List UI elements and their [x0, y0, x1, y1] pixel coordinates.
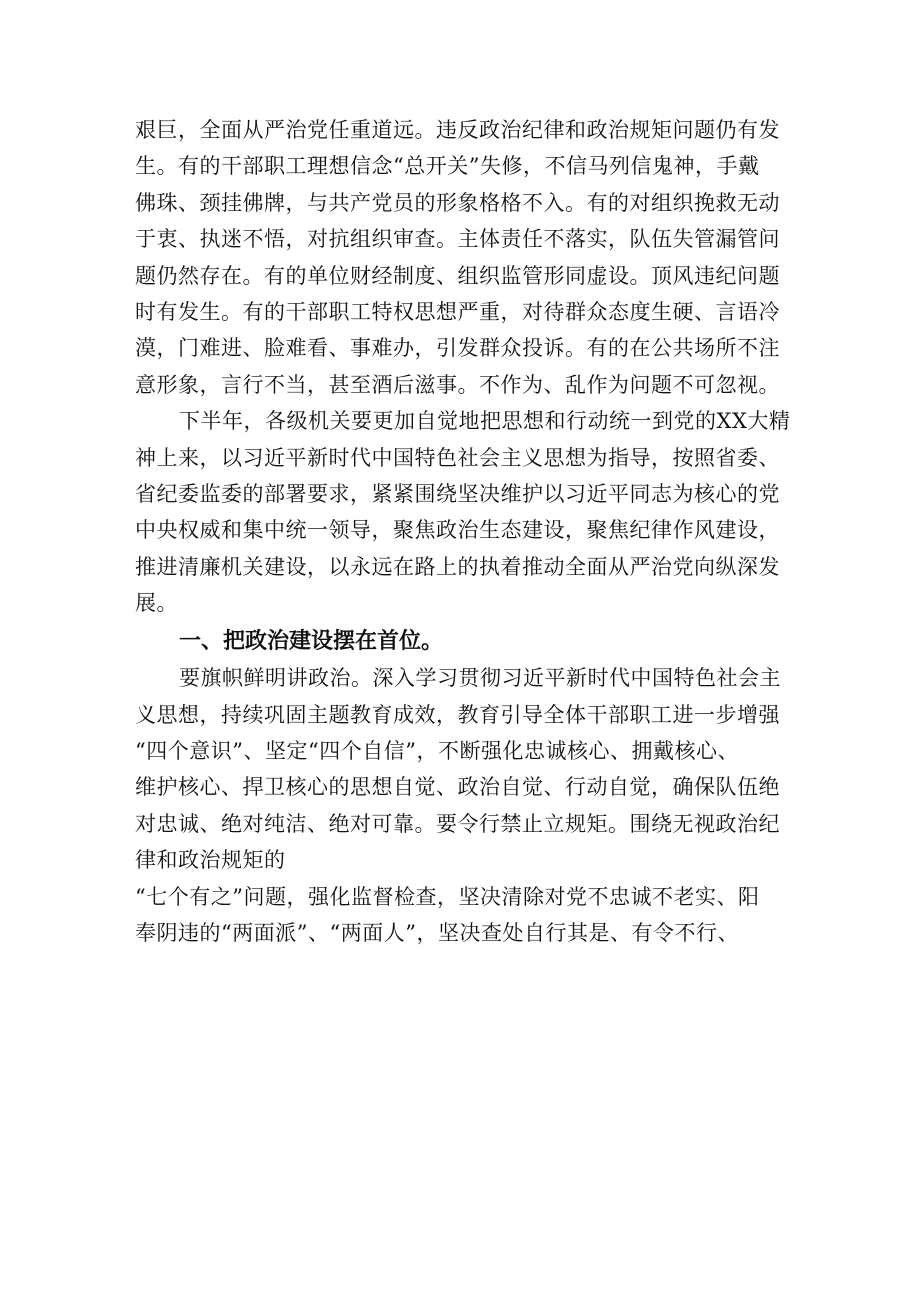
text-line: 下半年，各级机关要更加自觉地把思想和行动统一到党的XX大精 — [179, 409, 791, 434]
text-line: 要旗帜鲜明讲政治。深入学习贯彻习近平新时代中国特色社会主 — [179, 666, 781, 691]
text-line: 神上来，以习近平新时代中国特色社会主义思想为指导，按照省委、 — [135, 445, 780, 470]
text-line: 推进清廉机关建设，以永远在路上的执着推动全面从严治党向纵深发 — [135, 554, 780, 579]
text-line: “四个意识”、坚定“四个自信”，不断强化忠诚核心、拥戴核心、 — [135, 738, 739, 763]
text-line: 艰巨，全面从严治党任重道远。违反政治纪律和政治规矩问题仍有发 — [135, 118, 780, 142]
section-heading: 一、把政治建设摆在首位。 — [179, 628, 444, 654]
text-line: 律和政治规矩的 — [135, 848, 286, 873]
text-line: 省纪委监委的部署要求，紧紧围绕坚决维护以习近平同志为核心的党 — [135, 482, 780, 507]
paragraph-1 — [135, 112, 790, 403]
text-line: 漠，门难进、脸难看、事难办，引发群众投诉。有的在公共场所不注 — [135, 336, 780, 361]
text-line: 中央权威和集中统一领导，聚焦政治生态建设，聚焦纪律作风建设， — [135, 518, 780, 543]
text-line: 展。 — [135, 591, 178, 616]
text-line: 题仍然存在。有的单位财经制度、组织监管形同虚设。顶风违纪问题 — [135, 263, 780, 288]
text-line: 生。有的干部职工理想信念“总开关”失修，不信马列信鬼神，手戴 — [135, 154, 760, 179]
document-body — [135, 112, 790, 951]
text-line: 于衷、执迷不悟，对抗组织审查。主体责任不落实，队伍失管漏管问 — [135, 227, 780, 252]
paragraph-4 — [135, 879, 790, 952]
text-line: 对忠诚、绝对纯洁、绝对可靠。要令行禁止立规矩。围绕无视政治纪 — [135, 811, 780, 836]
text-line: “七个有之”问题，强化监督检查，坚决清除对党不忠诚不老实、阳 — [135, 884, 760, 909]
text-line: 佛珠、颈挂佛牌，与共产党员的形象格格不入。有的对组织挽救无动 — [135, 190, 780, 215]
text-line: 义思想，持续巩固主题教育成效，教育引导全体干部职工进一步增强 — [135, 702, 780, 727]
text-line: 维护核心、捍卫核心的思想自觉、政治自觉、行动自觉，确保队伍绝 — [135, 775, 780, 800]
text-line: 意形象，言行不当，甚至酒后滋事。不作为、乱作为问题不可忽视。 — [135, 372, 780, 397]
text-line: 时有发生。有的干部职工特权思想严重，对待群众态度生硬、言语冷 — [135, 300, 780, 325]
text-line: 奉阴违的“两面派”、“两面人”，坚决查处自行其是、有令不行、 — [135, 920, 739, 945]
paragraph-3 — [135, 660, 790, 878]
paragraph-2 — [135, 403, 790, 621]
